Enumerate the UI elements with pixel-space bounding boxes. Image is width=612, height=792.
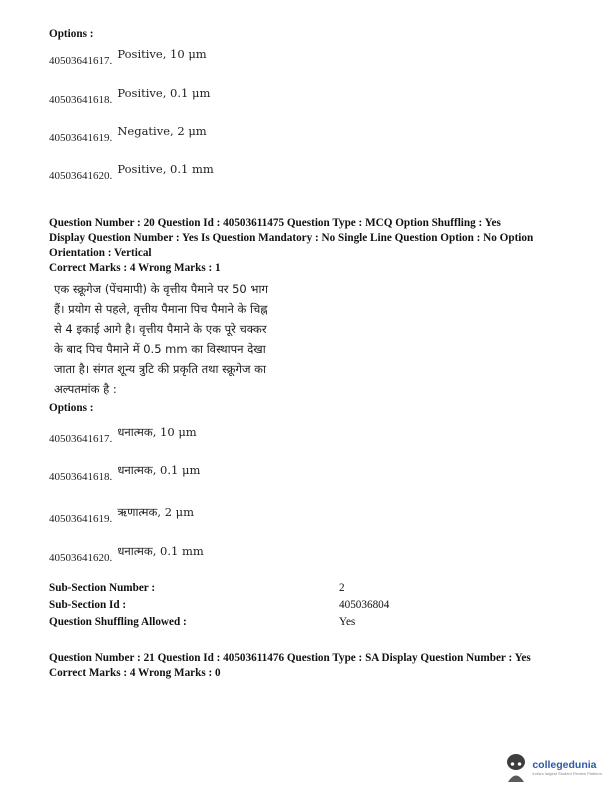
option-id: 40503641620.	[49, 552, 113, 564]
option-text: धनात्मक, 0.1 μm	[117, 463, 201, 477]
option-row[interactable]	[49, 427, 197, 446]
subsection-id-label: Sub-Section Id :	[49, 599, 127, 611]
brand-logo	[504, 752, 602, 782]
subsection-id-value: 405036804	[339, 599, 390, 611]
option-id: 40503641619.	[49, 132, 113, 144]
question-text-line: अल्पतमांक है :	[54, 382, 117, 396]
question-text-line: के बाद पिच पैमाने में 0.5 mm का विस्थापन देखा	[54, 342, 266, 356]
option-text: Positive, 0.1 mm	[117, 162, 214, 176]
question-text-line: हैं। प्रयोग से पहले, वृत्तीय पैमाना पिच पैमाने के चिह्न	[54, 302, 268, 316]
option-id: 40503641618.	[49, 94, 113, 106]
option-text: धनात्मक, 10 μm	[117, 425, 197, 439]
options-label: Options :	[49, 28, 94, 40]
logo-tagline: India's largest Student Review Platform	[532, 770, 602, 776]
question-meta	[49, 216, 589, 276]
option-text: Positive, 0.1 μm	[117, 86, 211, 100]
option-id: 40503641619.	[49, 513, 113, 525]
question-meta	[49, 651, 589, 681]
option-row[interactable]	[49, 49, 207, 68]
question-meta-line: Question Number : 21 Question Id : 40503611476 Question Type : SA Display Question Number : Yes	[49, 652, 531, 664]
question-text-line: से 4 इकाई आगे है। वृत्तीय पैमाने के एक पूरे चक्कर	[54, 322, 267, 336]
option-row[interactable]	[49, 88, 210, 107]
option-row[interactable]	[49, 164, 214, 183]
option-text: धनात्मक, 0.1 mm	[117, 544, 204, 558]
subsection-number-label: Sub-Section Number :	[49, 582, 156, 594]
option-row[interactable]	[49, 546, 204, 565]
marks-line: Correct Marks : 4 Wrong Marks : 0	[49, 667, 221, 679]
options-label: Options :	[49, 402, 94, 414]
marks-line: Correct Marks : 4 Wrong Marks : 1	[49, 262, 221, 274]
option-row[interactable]	[49, 126, 207, 145]
logo-name: collegedunia	[532, 758, 597, 771]
option-id: 40503641620.	[49, 170, 113, 182]
question-text-line: जाता है। संगत शून्य त्रुटि की प्रकृति तथा स्क्रूगेज का	[54, 362, 266, 376]
option-text: Negative, 2 μm	[117, 124, 207, 138]
question-text-line: एक स्क्रूगेज (पेंचमापी) के वृत्तीय पैमाने पर 50 भाग	[54, 282, 268, 296]
option-row[interactable]	[49, 465, 200, 484]
avatar-icon	[504, 752, 528, 782]
option-id: 40503641618.	[49, 471, 113, 483]
question-meta-line: Question Number : 20 Question Id : 40503611475 Question Type : MCQ Option Shuffling : Yes	[49, 217, 501, 229]
option-row[interactable]	[49, 507, 194, 526]
question-text	[54, 279, 268, 399]
option-id: 40503641617.	[49, 433, 113, 445]
shuffle-label: Question Shuffling Allowed :	[49, 616, 187, 628]
shuffle-value: Yes	[339, 616, 356, 628]
question-meta-line: Display Question Number : Yes Is Question Mandatory : No Single Line Question Option : No Option	[49, 232, 534, 244]
question-meta-line: Orientation : Vertical	[49, 247, 152, 259]
option-text: Positive, 10 μm	[117, 47, 207, 61]
option-text: ऋणात्मक, 2 μm	[117, 505, 195, 519]
option-id: 40503641617.	[49, 55, 113, 67]
subsection-number-value: 2	[339, 582, 345, 594]
